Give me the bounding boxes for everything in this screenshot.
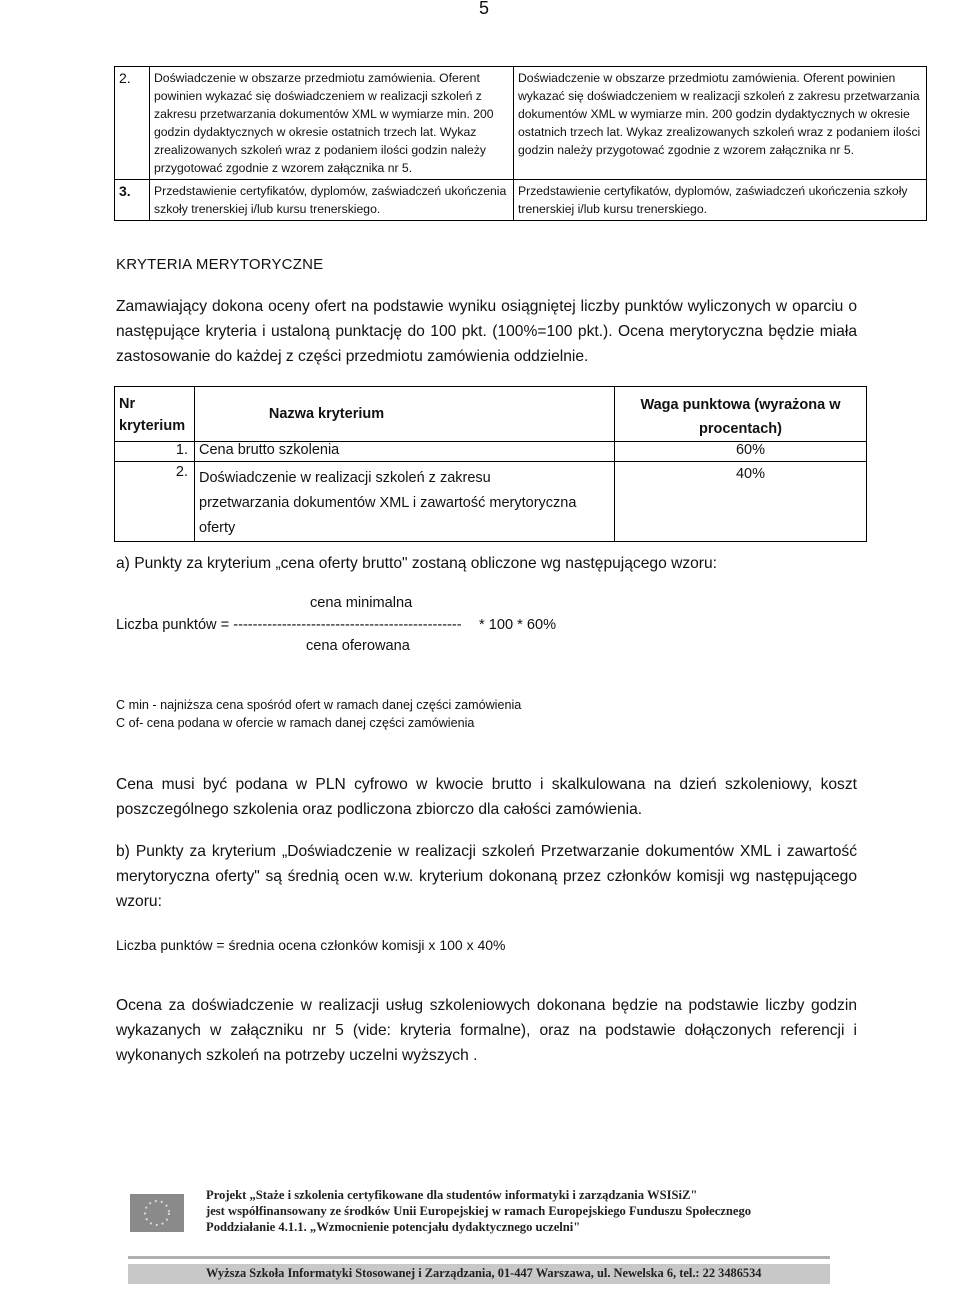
formula-lhs: Liczba punktów = ----------------------------------------------- <box>116 617 462 633</box>
scoring-table <box>114 386 867 542</box>
row-number: 2. <box>115 462 195 542</box>
cmin-definition: C min - najniższa cena spośród ofert w ramach danej części zamówienia <box>116 698 522 712</box>
cof-definition: C of- cena podana w ofercie w ramach danej części zamówienia <box>116 716 475 730</box>
formula-b: Liczba punktów = średnia ocena członków komisji x 100 x 40% <box>116 937 506 953</box>
table-row <box>115 462 867 542</box>
table-row <box>115 442 867 462</box>
header-weight: Waga punktowa (wyrażona w procentach) <box>615 387 867 442</box>
formal-criteria-table <box>114 66 927 221</box>
criterion-right <box>514 180 927 221</box>
table-row <box>115 67 927 180</box>
table-header-row <box>115 387 867 442</box>
criterion-left <box>150 180 514 221</box>
eu-flag-icon <box>130 1194 184 1232</box>
section-heading: KRYTERIA MERYTORYCZNE <box>116 256 324 273</box>
table-row <box>115 180 927 221</box>
footer-line-2: jest współfinansowany ze środków Unii Europejskiej w ramach Europejskiego Funduszu Społecznego <box>206 1204 752 1218</box>
footer-address: Wyższa Szkoła Informatyki Stosowanej i Zarządzania, 01-447 Warszawa, ul. Newelska 6, tel.: 22 3486534 <box>206 1266 762 1280</box>
criterion-text: Przedstawienie certyfikatów, dyplomów, zaświadczeń ukończenia szkoły trenerskiej i/lub kursu trenerskiego. <box>518 184 908 216</box>
formula-denominator: cena oferowana <box>306 638 410 654</box>
footer-line-1: Projekt „Staże i szkolenia certyfikowane dla studentów informatyki i zarządzania WSISiZ" <box>206 1188 698 1202</box>
criterion-right <box>514 67 927 180</box>
intro-paragraph: Zamawiający dokona oceny ofert na podstawie wyniku osiągniętej liczby punktów wyliczonych w oparciu o następujące kryteria i ustaloną punktację do 100 pkt. (100%=100 pkt.). Ocena merytoryczna będzie miała zastosowanie do każdej z części przedmiotu zamówienia oddzielnie. <box>116 298 857 365</box>
page-number: 5 <box>479 0 490 18</box>
row-number: 2. <box>115 67 150 180</box>
point-a: a) Punkty za kryterium „cena oferty brutto" zostaną obliczone wg następującego wzoru: <box>116 555 717 572</box>
criterion-weight: 60% <box>615 442 867 462</box>
criterion-name: Doświadczenie w realizacji szkoleń z zakresu przetwarzania dokumentów XML i zawartość merytoryczna oferty <box>195 462 615 542</box>
header-nr: Nr kryterium <box>115 387 195 442</box>
criterion-weight: 40% <box>615 462 867 542</box>
header-name: Nazwa kryterium <box>195 387 615 442</box>
formula-numerator: cena minimalna <box>310 595 413 611</box>
project-footer <box>128 1186 830 1292</box>
price-note: Cena musi być podana w PLN cyfrowo w kwocie brutto i skalkulowana na dzień szkoleniowy, koszt poszczególnego szkolenia oraz podliczona zbiorczo dla całości zamówienia. <box>116 776 857 818</box>
row-number: 3. <box>115 180 150 221</box>
criterion-text: Doświadczenie w obszarze przedmiotu zamówienia. Oferent powinien wykazać się doświadczeniem w realizacji szkoleń z zakresu przetwarzania dokumentów XML w wymiarze min. 200 godzin dydaktycznych w okresie ostatnich trzech lat. Wykaz zrealizowanych szkoleń wraz z podaniem ilości godzin należy przygotować zgodnie z wzorem załącznika nr 5. <box>154 71 494 175</box>
point-b: b) Punkty za kryterium „Doświadczenie w realizacji szkoleń Przetwarzanie dokumentów XML i zawartość merytoryczna oferty" są średnią ocen w.w. kryterium dokonaną przez członków komisji wg następującego wzoru: <box>116 843 857 910</box>
final-note: Ocena za doświadczenie w realizacji usług szkoleniowych dokonana będzie na podstawie liczby godzin wykazanych w załączniku nr 5 (vide: kryteria formalne), oraz na podstawie dołączonych referencji i wykonanych szkoleń na potrzeby uczelni wyższych . <box>116 997 857 1064</box>
criterion-name: Cena brutto szkolenia <box>195 442 615 462</box>
criterion-text: Przedstawienie certyfikatów, dyplomów, zaświadczeń ukończenia szkoły trenerskiej i/lub kursu trenerskiego. <box>154 184 507 216</box>
criterion-text: Doświadczenie w obszarze przedmiotu zamówienia. Oferent powinien wykazać się doświadczeniem w realizacji szkoleń z zakresu przetwarzania dokumentów XML w wymiarze min. 200 godzin dydaktycznych w okresie ostatnich trzech lat. Wykaz zrealizowanych szkoleń wraz z podaniem ilości godzin należy przygotować zgodnie z wzorem załącznika nr 5. <box>518 71 921 157</box>
formula-rhs: * 100 * 60% <box>479 617 557 633</box>
criterion-left <box>150 67 514 180</box>
footer-line-3: Poddziałanie 4.1.1. „Wzmocnienie potencjału dydaktycznego uczelni" <box>206 1220 581 1234</box>
row-number: 1. <box>115 442 195 462</box>
